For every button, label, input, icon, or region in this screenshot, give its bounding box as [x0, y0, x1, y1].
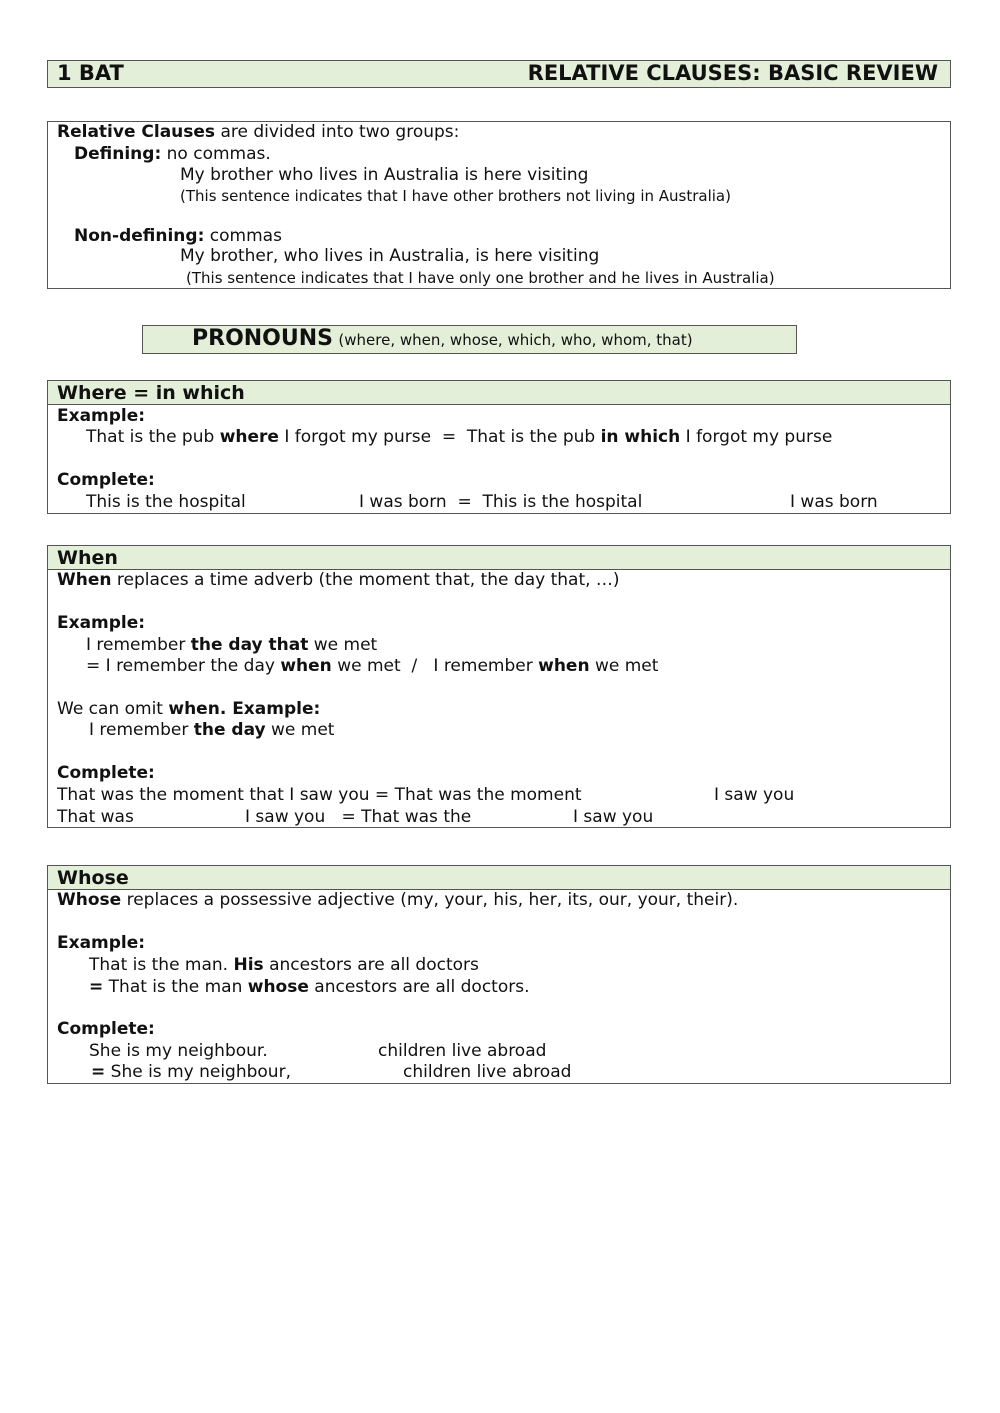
whose-complete-1b: children live abroad — [378, 1041, 547, 1061]
when-example-label: Example: — [57, 613, 146, 633]
where-complete-1: This is the hospital — [86, 492, 246, 512]
nondefining-line: Non-defining: commas — [74, 226, 282, 246]
whose-intro: Whose replaces a possessive adjective (my, your, his, her, its, our, your, their). — [57, 890, 739, 910]
intro-box — [47, 121, 951, 289]
pronouns-heading: PRONOUNS (where, when, whose, which, who, whom, that) — [192, 326, 693, 351]
whose-complete-2c: children live abroad — [403, 1062, 572, 1082]
when-header: When — [48, 546, 950, 570]
whose-complete-1a: She is my neighbour. — [89, 1041, 268, 1061]
whose-header: Whose — [48, 866, 950, 890]
defining-line: Defining: no commas. — [74, 144, 271, 164]
when-omit-example: I remember the day we met — [89, 720, 335, 740]
when-complete-2a: That was — [57, 807, 134, 827]
pronouns-banner — [142, 325, 797, 354]
when-example-2: = I remember the day when we met / I remember when we met — [86, 656, 659, 676]
title-right: RELATIVE CLAUSES: BASIC REVIEW — [527, 61, 938, 85]
defining-example: My brother who lives in Australia is here visiting — [180, 165, 589, 185]
when-complete-1b: I saw you — [714, 785, 795, 805]
where-complete-label: Complete: — [57, 470, 155, 490]
whose-complete-label: Complete: — [57, 1019, 155, 1039]
whose-complete-2a: = She is my neighbour, — [91, 1062, 291, 1082]
intro-lead: Relative Clauses are divided into two groups: — [57, 122, 460, 142]
nondefining-example: My brother, who lives in Australia, is here visiting — [180, 246, 600, 266]
whose-example-2: = That is the man whose ancestors are all doctors. — [89, 977, 530, 997]
when-section — [47, 545, 951, 828]
whose-example-1: That is the man. His ancestors are all doctors — [89, 955, 479, 975]
when-omit: We can omit when. Example: — [57, 699, 321, 719]
where-header: Where = in which — [48, 381, 950, 405]
where-example-label: Example: — [57, 406, 146, 426]
title-left: 1 BAT — [57, 61, 124, 85]
when-complete-1a: That was the moment that I saw you = That was the moment — [57, 785, 582, 805]
when-complete-2c: I saw you — [573, 807, 654, 827]
defining-note: (This sentence indicates that I have other brothers not living in Australia) — [180, 187, 731, 205]
where-complete-2: I was born = This is the hospital — [359, 492, 643, 512]
where-section — [47, 380, 951, 514]
when-example-1: I remember the day that we met — [86, 635, 378, 655]
nondefining-note: (This sentence indicates that I have only one brother and he lives in Australia) — [186, 269, 775, 287]
whose-section — [47, 865, 951, 1084]
when-complete-label: Complete: — [57, 763, 155, 783]
when-complete-2b: I saw you = That was the — [245, 807, 472, 827]
whose-example-label: Example: — [57, 933, 146, 953]
where-complete-3: I was born — [790, 492, 878, 512]
title-bar — [47, 60, 951, 88]
where-example: That is the pub where I forgot my purse = That is the pub in which I forgot my purse — [86, 427, 833, 447]
when-intro: When replaces a time adverb (the moment that, the day that, …) — [57, 570, 620, 590]
